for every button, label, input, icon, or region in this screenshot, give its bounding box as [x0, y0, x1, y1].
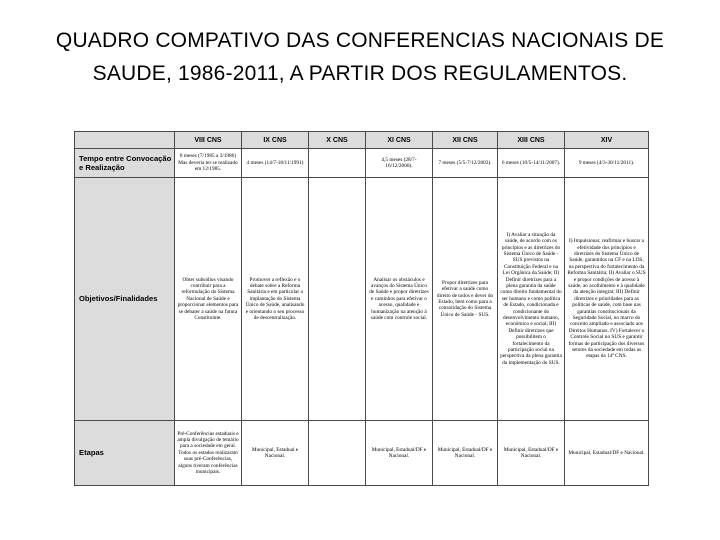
table-cell: Analisar os obstáculos e avanços do Sistema Único de Saúde e propor diretrizes e caminhos para efetivar o acesso, qualidade e humanização na atenção à saúde com controle social.	[366, 178, 433, 421]
slide-title-line-1: QUADRO COMPATIVO DAS CONFERENCIAS NACIONAIS DE	[55, 29, 665, 52]
table-cell: Municipal, Estadual/DF e Nacional.	[498, 421, 565, 486]
table-row	[75, 149, 649, 178]
table-header-row	[75, 132, 649, 149]
comparison-table	[74, 131, 649, 486]
table-cell: Propor diretrizes para efetivar a saúde como direito de todos e dever do Estado, bem como para a consolidação do Sistema Único de Saúde - SUS.	[433, 178, 498, 421]
table-cell: 4 meses (14/7-18/11/1991)	[242, 149, 309, 178]
table-cell: Municipal, Estadual/DF e Nacional.	[366, 421, 433, 486]
table-cell: 4,5 meses (28/7-16/12/2000).	[366, 149, 433, 178]
header-xii-cns: XII CNS	[433, 132, 498, 149]
table-row	[75, 421, 649, 486]
table-cell	[309, 178, 366, 421]
header-corner	[75, 132, 175, 149]
table-cell: I) Avaliar a situação da saúde, de acordo com os princípios e as diretrizes do Sistema Único de Saúde - SUS previstos na Constituição Federal e na Lei Orgânica da Saúde; II) Definir diretrizes para a plena garantia da saúde como direito fundamental do ser humano e como política de Estado, condicionada e condicionante do desenvolvimento humano, econômico e social; III) Definir diretrizes que possibilitem o fortalecimento da participação social na perspectiva da plena garantia da implementação do SUS.	[498, 178, 565, 421]
table-cell	[309, 149, 366, 178]
table-cell: I) Impulsionar, reafirmar e buscar a efetividade dos princípios e diretrizes do Sistema Único de Saúde, garantidos na CF e na LOS, na perspectiva do fortalecimento da Reforma Sanitária; II) Avaliar o SUS e propor condições de acesso à saúde, ao acolhimento e à qualidade da atenção integral; III) Definir diretrizes e prioridades para as políticas de saúde, com base nas garantias constitucionais da Seguridade Social, no marco do conceito ampliado e associado aos Direitos Humanos. IV) Fortalecer o Controle Social no SUS e garantir formas de participação dos diversos setores da sociedade em todas as etapas da 14ª CNS.	[565, 178, 649, 421]
table-cell: Municipal, Estadual e Nacional.	[242, 421, 309, 486]
table-cell: 7 meses (5/5-7/12/2003).	[433, 149, 498, 178]
header-xiv: XIV	[565, 132, 649, 149]
table-cell: Municipal, Estadual/DF e Nacional.	[433, 421, 498, 486]
row-label-objetivos: Objetivos/Finalidades	[75, 178, 175, 421]
header-ix-cns: IX CNS	[242, 132, 309, 149]
table-cell: Obter subsídios visando contribuir para a reformulação do Sistema Nacional de Saúde e proporcionar elementos para se debater a saúde na futura Constituinte.	[175, 178, 242, 421]
row-label-tempo: Tempo entre Convocação e Realização	[75, 149, 175, 178]
slide-title-line-2: SAUDE, 1986-2011, A PARTIR DOS REGULAMENTOS.	[92, 62, 628, 85]
comparison-table-image	[74, 131, 648, 480]
header-x-cns: X CNS	[309, 132, 366, 149]
table-cell: Pré-Conferências estaduais e ampla divulgação de temário para a sociedade em geral. Todos os estados realizaram suas pré-Conferências, alguns tiveram conferências municipais.	[175, 421, 242, 486]
table-cell: 9 meses (4/3-30/11/2011).	[565, 149, 649, 178]
table-row	[75, 178, 649, 421]
table-cell	[309, 421, 366, 486]
header-xi-cns: XI CNS	[366, 132, 433, 149]
header-viii-cns: VIII CNS	[175, 132, 242, 149]
table-cell: Municipal, Estadual/DF e Nacional.	[565, 421, 649, 486]
table-cell: Promover a reflexão e o debate sobre a Reforma Sanitária e em particular a implantação do Sistema Único de Saúde, analisando e orientando o seu processo de descentralização.	[242, 178, 309, 421]
table-cell: 8 meses (7/1985 a 3/1986) Mas deveria ter se realizado em 12/1985.	[175, 149, 242, 178]
row-label-etapas: Etapas	[75, 421, 175, 486]
table-cell: 6 meses (10/5-14/11/2007).	[498, 149, 565, 178]
header-xiii-cns: XIII CNS	[498, 132, 565, 149]
slide-title	[40, 24, 680, 90]
